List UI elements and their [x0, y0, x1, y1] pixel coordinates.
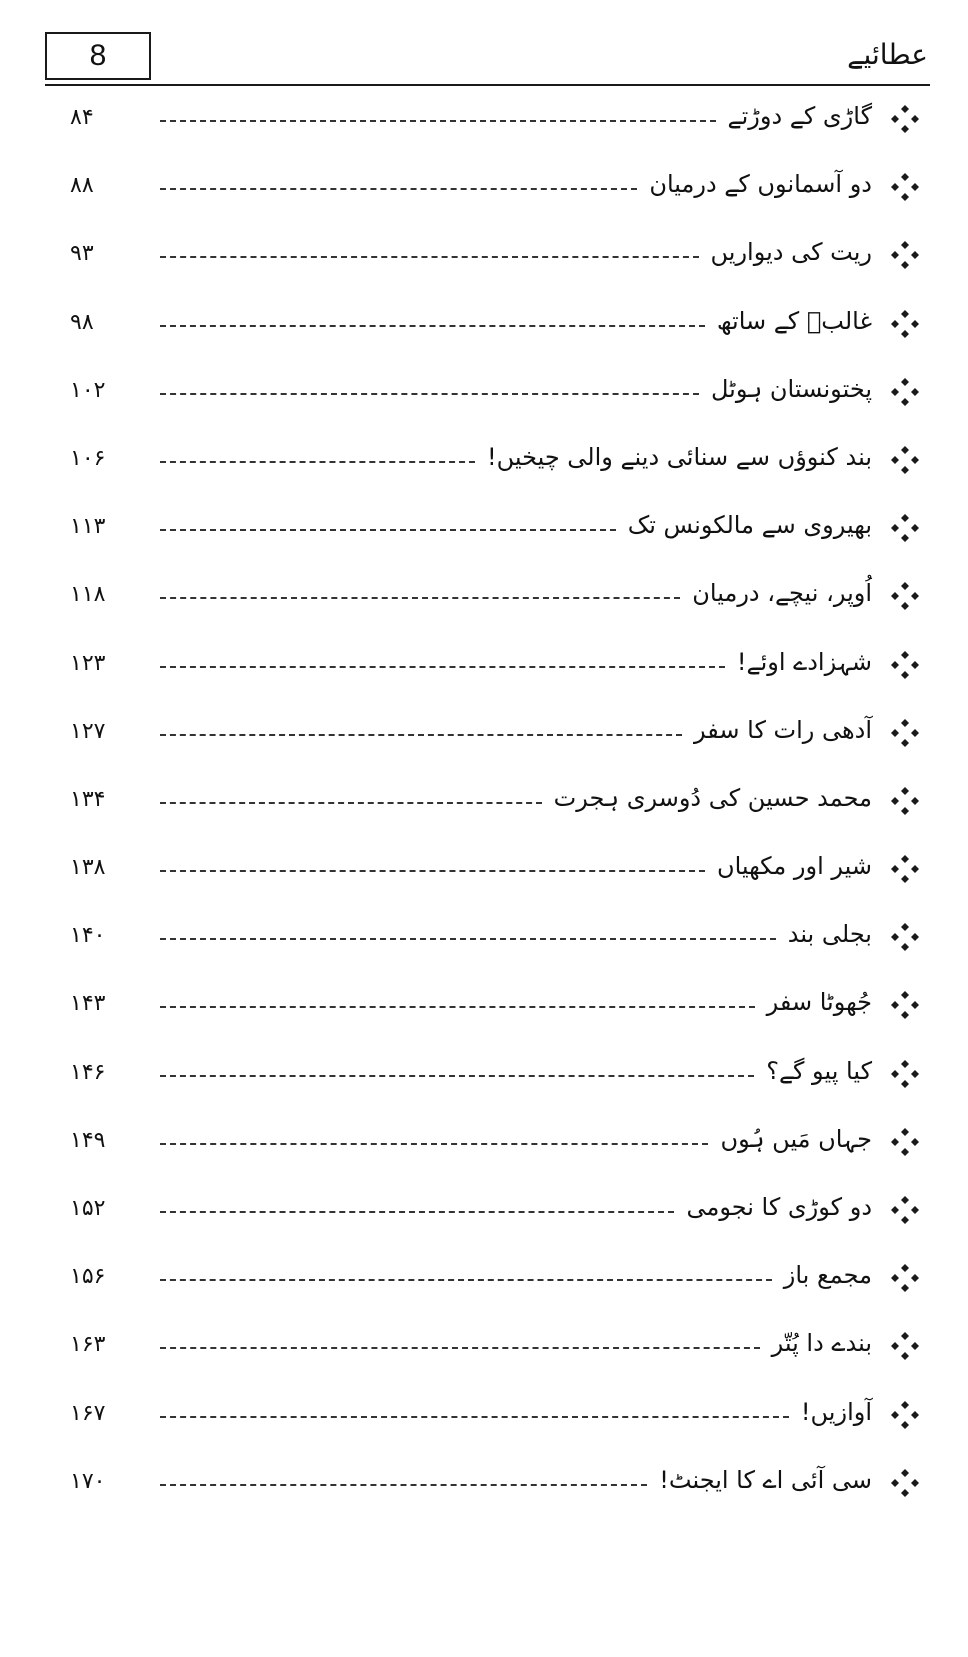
- dotted-leader: [160, 1006, 755, 1008]
- toc-entry-page: ۱۰۲: [70, 377, 106, 403]
- diamond-bullet-icon: [890, 513, 920, 543]
- diamond-bullet-icon: [890, 172, 920, 202]
- toc-row: [60, 497, 920, 565]
- toc-entry-title: پختونستان ہوٹل: [710, 374, 872, 403]
- diamond-bullet-icon: [890, 1263, 920, 1293]
- diamond-bullet-icon: [890, 718, 920, 748]
- toc-row: [60, 770, 920, 838]
- toc-entry-title: شہزادے اوئے!: [736, 647, 872, 676]
- diamond-bullet-icon: [890, 445, 920, 475]
- toc-entry-title: شیر اور مکھیاں: [716, 852, 872, 881]
- toc-row: [60, 1315, 920, 1383]
- toc-entry-page: ۱۴۳: [70, 991, 106, 1017]
- dotted-leader: [160, 938, 776, 940]
- dotted-leader: [160, 325, 705, 327]
- dotted-leader: [160, 597, 680, 599]
- toc-entry-title: آدھی رات کا سفر: [694, 715, 872, 744]
- toc-entry-page: ۱۱۸: [70, 582, 106, 608]
- toc-entry-page: ۱۰۶: [70, 445, 106, 471]
- toc-entry-page: ۱۴۹: [70, 1127, 106, 1153]
- toc-entry-page: ۱۲۷: [70, 718, 106, 744]
- toc-entry-title: بجلی بند: [787, 920, 872, 949]
- diamond-bullet-icon: [890, 309, 920, 339]
- dotted-leader: [160, 1075, 754, 1077]
- diamond-bullet-icon: [890, 1059, 920, 1089]
- dotted-leader: [160, 802, 542, 804]
- toc-row: [60, 156, 920, 224]
- dotted-leader: [160, 1416, 789, 1418]
- diamond-bullet-icon: [890, 1400, 920, 1430]
- toc-row: [60, 429, 920, 497]
- toc-row: [60, 702, 920, 770]
- toc-row: [60, 1179, 920, 1247]
- toc-row: [60, 1384, 920, 1452]
- toc-entry-page: ۱۳۴: [70, 786, 106, 812]
- dotted-leader: [160, 120, 716, 122]
- toc-entry-title: جہاں مَیں ہُوں: [720, 1124, 872, 1153]
- toc-entry-page: ۸۴: [70, 105, 94, 130]
- dotted-leader: [160, 1347, 760, 1349]
- toc-entry-title: دو کوڑی کا نجومی: [686, 1193, 872, 1221]
- toc-entry-page: ۱۱۳: [70, 514, 106, 540]
- diamond-bullet-icon: [890, 990, 920, 1020]
- toc-entry-page: ۱۵۶: [70, 1264, 106, 1290]
- dotted-leader: [160, 461, 475, 463]
- toc-row: [60, 293, 920, 361]
- toc-entry-title: سی آئی اے کا ایجنٹ!: [659, 1465, 872, 1494]
- dotted-leader: [160, 734, 682, 736]
- toc-entry-page: ۱۴۶: [70, 1059, 106, 1085]
- toc-entry-title: اُوپر، نیچے، درمیان: [692, 579, 872, 608]
- diamond-bullet-icon: [890, 1195, 920, 1225]
- toc-entry-page: ۱۳۸: [70, 855, 106, 881]
- table-of-contents: [60, 88, 920, 1520]
- toc-entry-page: ۱۲۳: [70, 650, 106, 676]
- dotted-leader: [160, 529, 616, 531]
- toc-row: [60, 906, 920, 974]
- diamond-bullet-icon: [890, 854, 920, 884]
- diamond-bullet-icon: [890, 581, 920, 611]
- toc-entry-page: ۹۸: [70, 309, 94, 335]
- toc-entry-title: محمد حسین کی دُوسری ہجرت: [553, 783, 872, 812]
- diamond-bullet-icon: [890, 1468, 920, 1498]
- page-number: 8: [45, 32, 151, 80]
- toc-row: [60, 838, 920, 906]
- toc-entry-page: ۱۵۲: [70, 1196, 106, 1221]
- toc-entry-title: ریت کی دیواریں: [710, 238, 872, 267]
- diamond-bullet-icon: [890, 786, 920, 816]
- header-rule: [45, 84, 930, 86]
- diamond-bullet-icon: [890, 240, 920, 270]
- dotted-leader: [160, 666, 725, 668]
- dotted-leader: [160, 393, 699, 395]
- toc-entry-title: بھیروی سے مالکونس تک: [627, 511, 872, 540]
- toc-entry-title: غالبؔ کے ساتھ: [716, 306, 872, 335]
- toc-entry-title: کیا پیو گے؟: [766, 1056, 872, 1085]
- running-header-title: عطائیے: [847, 38, 928, 71]
- toc-row: [60, 1043, 920, 1111]
- toc-entry-page: ۸۸: [70, 173, 94, 199]
- diamond-bullet-icon: [890, 104, 920, 134]
- dotted-leader: [160, 1279, 772, 1281]
- toc-entry-title: بندے دا پُتّر: [771, 1329, 872, 1358]
- dotted-leader: [160, 1484, 647, 1486]
- dotted-leader: [160, 1211, 674, 1213]
- toc-row: [60, 88, 920, 156]
- toc-entry-page: ۹۳: [70, 241, 94, 267]
- toc-row: [60, 565, 920, 633]
- toc-entry-page: ۱۶۷: [70, 1400, 106, 1426]
- diamond-bullet-icon: [890, 1127, 920, 1157]
- toc-row: [60, 634, 920, 702]
- toc-entry-page: ۱۴۰: [70, 923, 106, 949]
- diamond-bullet-icon: [890, 922, 920, 952]
- toc-row: [60, 1247, 920, 1315]
- dotted-leader: [160, 1143, 708, 1145]
- toc-row: [60, 1111, 920, 1179]
- toc-row: [60, 361, 920, 429]
- toc-entry-title: دو آسمانوں کے درمیان: [649, 170, 872, 199]
- toc-entry-page: ۱۶۳: [70, 1332, 106, 1358]
- toc-entry-page: ۱۷۰: [70, 1468, 106, 1494]
- toc-entry-title: جُھوٹا سفر: [766, 988, 872, 1017]
- dotted-leader: [160, 870, 705, 872]
- diamond-bullet-icon: [890, 650, 920, 680]
- toc-row: [60, 224, 920, 292]
- toc-entry-title: مجمع باز: [783, 1261, 872, 1290]
- toc-row: [60, 974, 920, 1042]
- diamond-bullet-icon: [890, 377, 920, 407]
- toc-entry-title: بند کنوؤں سے سنائی دینے والی چیخیں!: [486, 442, 872, 471]
- diamond-bullet-icon: [890, 1331, 920, 1361]
- toc-row: [60, 1452, 920, 1520]
- toc-entry-title: آوازیں!: [800, 1397, 872, 1426]
- dotted-leader: [160, 188, 637, 190]
- toc-entry-title: گاڑی کے دوڑتے: [727, 102, 872, 130]
- dotted-leader: [160, 256, 699, 258]
